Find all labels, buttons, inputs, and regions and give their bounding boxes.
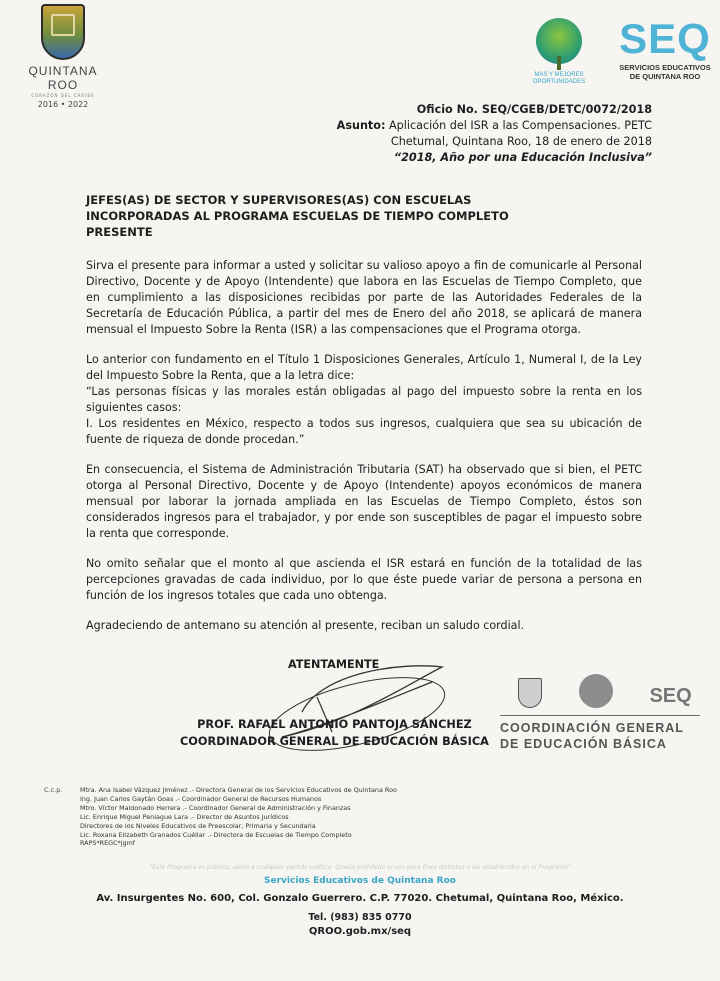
- state-shield-icon: [41, 4, 85, 60]
- seal-text: [500, 720, 710, 752]
- coordination-seal: [500, 654, 710, 752]
- tree-text-line2: OPORTUNIDADES: [532, 79, 586, 86]
- oportunidades-logo: [520, 18, 598, 86]
- quintana-roo-logo: [18, 4, 108, 109]
- ccp-line-6: Lic. Roxana Elizabeth Granados Cuéllar .- Directora de Escuelas de Tiempo Completo: [80, 830, 352, 839]
- addressee-block: [86, 192, 509, 240]
- ccp-line-4: Lic. Enrique Miguel Peniague Lara .- Director de Asuntos Jurídicos: [80, 812, 289, 821]
- oficio-number: Oficio No. SEQ/CGEB/DETC/0072/2018: [416, 103, 652, 116]
- letter-body: [86, 258, 642, 648]
- quote-item-1: I. Los residentes en México, respecto a todos sus ingresos, cualquiera que sea su ubicación de fuente de riqueza de donde procedan.”: [86, 417, 642, 446]
- footer-address: Av. Insurgentes No. 600, Col. Gonzalo Guerrero. C.P. 77020. Chetumal, Quintana Roo, México.: [96, 893, 624, 904]
- seal-logos: [500, 654, 710, 708]
- legal-notice: “Este Programa es público, ajeno a cualquier partido político. Queda prohibido el uso para fines distintos a los establecidos en el Programa”: [149, 864, 571, 871]
- seq-acronym: SEQ: [619, 15, 711, 62]
- place-date: Chetumal, Quintana Roo, 18 de enero de 2018: [390, 135, 652, 148]
- paragraph-2: Lo anterior con fundamento en el Título 1 Disposiciones Generales, Artículo 1, Numeral I, de la Ley del Impuesto Sobre la Renta, que a la letra dice:: [86, 353, 642, 382]
- seal-line1: COORDINACIÓN GENERAL: [500, 721, 684, 735]
- tree-text-line1: MAS Y MEJORES: [534, 72, 584, 78]
- state-name: QUINTANA ROO: [28, 64, 98, 92]
- footer-web: QROO.gob.mx/seq: [308, 926, 412, 937]
- quote-paragraph: “Las personas físicas y las morales están obligadas al pago del impuesto sobre la renta en los siguientes casos:: [86, 385, 642, 414]
- seal-divider: [500, 715, 700, 716]
- state-motto: CORAZÓN DEL CARIBE: [31, 93, 95, 98]
- ccp-line-5: Directores de los Niveles Educativos de Preescolar, Primaria y Secundaria: [80, 821, 316, 830]
- tree-icon: [536, 18, 582, 64]
- seal-tree-icon: [579, 674, 613, 708]
- seal-line2: DE EDUCACIÓN BÁSICA: [500, 737, 667, 751]
- seal-shield-icon: [518, 678, 542, 708]
- seq-line1: SERVICIOS EDUCATIVOS: [619, 63, 711, 72]
- signer-title: COORDINADOR GENERAL DE EDUCACIÓN BÁSICA: [180, 735, 489, 748]
- paragraph-3: En consecuencia, el Sistema de Administración Tributaria (SAT) ha observado que si bien, el PETC otorga al Personal Directivo, Docente y de Apoyo (Intendente) apoyos económicos de manera mensual por laborar la jornada ampliada en las Escuelas de Tiempo Completo, éstos son considerados ingresos para el trabajador, y por ende son susceptibles de pagar el impuesto sobre la renta que corresponde.: [86, 463, 642, 540]
- ccp-line-7: RAPS*REGC*jgmf: [80, 839, 136, 848]
- closing-word: ATENTAMENTE: [288, 658, 380, 671]
- state-years: 2016 • 2022: [37, 100, 89, 109]
- signer-block: [180, 716, 489, 750]
- reference-block: [337, 102, 652, 166]
- closing-paragraph: Agradeciendo de antemano su atención al presente, reciban un saludo cordial.: [86, 619, 525, 632]
- seq-line2: DE QUINTANA ROO: [629, 72, 701, 81]
- seq-full-name: [610, 63, 720, 81]
- ccp-line-2: Ing. Juan Carlos Gaytán Goas .- Coordinador General de Recursos Humanos: [80, 794, 322, 803]
- footer-org: Servicios Educativos de Quintana Roo: [264, 876, 456, 886]
- seq-logo: [610, 15, 720, 81]
- signer-name: PROF. RAFAEL ANTONIO PANTOJA SÁNCHEZ: [197, 718, 472, 731]
- year-motto: “2018, Año por una Educación Inclusiva”: [393, 151, 652, 164]
- addressee-line1: JEFES(AS) DE SECTOR Y SUPERVISORES(AS) CON ESCUELAS: [86, 193, 472, 207]
- tree-logo-text: [520, 72, 598, 86]
- footer: [0, 874, 720, 939]
- ccp-list: [80, 786, 397, 848]
- addressee-line3: PRESENTE: [86, 225, 153, 239]
- ccp-line-1: Mtra. Ana Isabel Vázquez Jiménez .- Directora General de los Servicios Educativos de Quintana Roo: [80, 786, 397, 794]
- paragraph-4: No omito señalar que el monto al que ascienda el ISR estará en función de la totalidad de las percepciones gravadas de cada individuo, por lo que éste puede variar de persona a persona en función de los ingresos totales que cada uno obtenga.: [86, 557, 642, 602]
- ccp-label: C.c.p.: [44, 786, 63, 794]
- footer-phone: Tel. (983) 835 0770: [308, 912, 412, 923]
- asunto-label: Asunto:: [336, 119, 386, 132]
- asunto-text: Aplicación del ISR a las Compensaciones. PETC: [385, 119, 652, 132]
- paragraph-1: Sirva el presente para informar a usted y solicitar su valioso apoyo a fin de comunicarle al Personal Directivo, Docente y de Apoyo (Intendente) que labora en las Escuelas de Tiempo Completo, que en cumplimiento a las disposiciones recibidas por parte de las Autoridades Federales de la Secretaría de Educación Pública, a partir del mes de Enero del año 2018, se aplicará de manera mensual el Impuesto Sobre la Renta (ISR) a las compensaciones que el Programa otorga.: [86, 259, 642, 336]
- seal-seq-acronym: SEQ: [649, 685, 692, 707]
- addressee-line2: INCORPORADAS AL PROGRAMA ESCUELAS DE TIEMPO COMPLETO: [86, 209, 509, 223]
- asunto-line: [337, 118, 652, 134]
- ccp-line-3: Mtro. Víctor Maldonado Herrera .- Coordinador General de Administración y Finanzas: [80, 803, 351, 812]
